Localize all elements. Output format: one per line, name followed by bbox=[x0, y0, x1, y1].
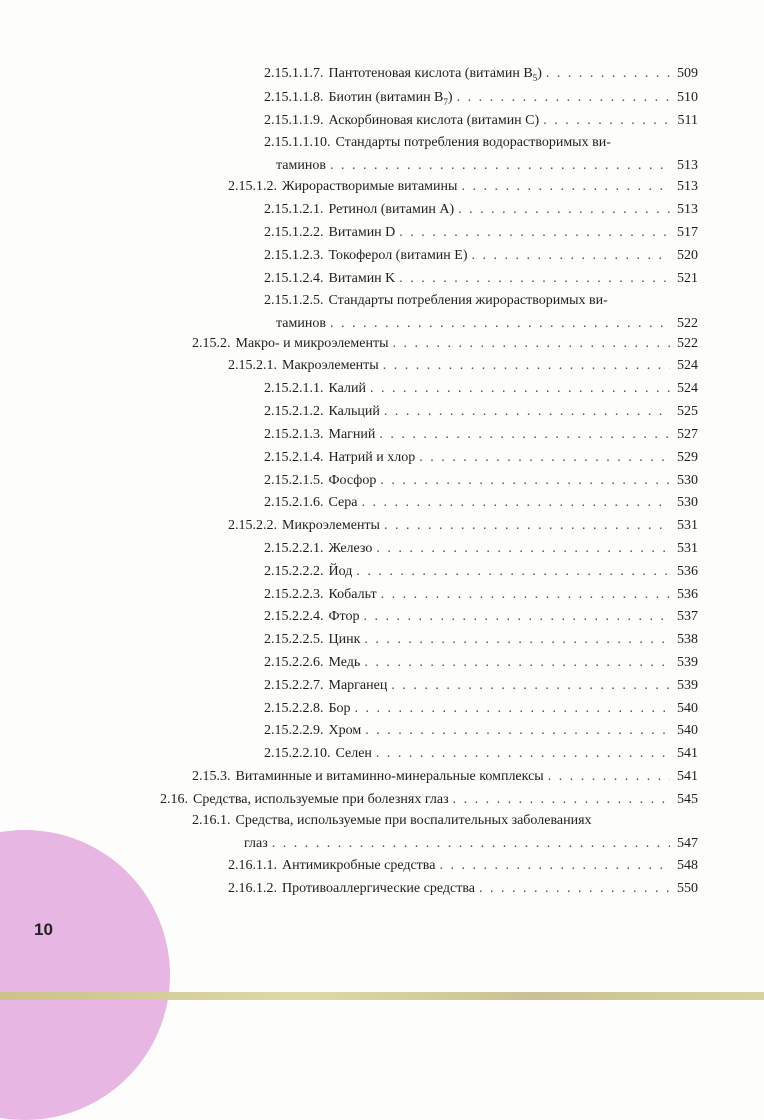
toc-entry-title: Витамин K bbox=[328, 271, 396, 286]
toc-entry-title: Магний bbox=[328, 427, 376, 442]
toc-entry[interactable] bbox=[264, 561, 698, 584]
toc-entry-number: 2.15.2.2. bbox=[228, 518, 277, 533]
toc-entry-title: Микроэлементы bbox=[282, 518, 380, 533]
toc-entry-number: 2.15.2.2.7. bbox=[264, 678, 324, 693]
toc-entry[interactable] bbox=[264, 63, 698, 89]
toc-entry-title: Макро- и микроэлементы bbox=[235, 336, 389, 351]
toc-entry-title: Витамин D bbox=[328, 225, 396, 240]
toc-entry-page: 524 bbox=[677, 381, 698, 396]
toc-dot-leader bbox=[453, 789, 670, 812]
toc-dot-leader bbox=[391, 675, 670, 698]
toc-entry[interactable] bbox=[228, 515, 698, 538]
toc-entry-number: 2.15.2.1.5. bbox=[264, 473, 324, 488]
toc-entry-title: Средства, используемые при болезнях глаз bbox=[193, 792, 449, 807]
toc-entry-number: 2.15.2.2.4. bbox=[264, 609, 324, 624]
toc-entry-title: Ретинол (витамин А) bbox=[328, 202, 455, 217]
toc-dot-leader bbox=[381, 584, 670, 607]
toc-entry-title: Противоаллергические средства bbox=[282, 881, 475, 896]
toc-entry-number: 2.15.2.2.6. bbox=[264, 655, 324, 670]
toc-entry[interactable] bbox=[192, 333, 698, 356]
toc-entry-number: 2.15.1.2.5. bbox=[264, 293, 324, 308]
toc-entry-number: 2.15.3. bbox=[192, 769, 231, 784]
toc-entry-number: 2.15.2.1.4. bbox=[264, 450, 324, 465]
toc-entry-title: Селен bbox=[335, 746, 372, 761]
toc-entry-page: 520 bbox=[677, 248, 698, 263]
toc-dot-leader bbox=[543, 110, 670, 133]
toc-entry[interactable] bbox=[192, 810, 698, 855]
toc-entry-number: 2.15.1.2.1. bbox=[264, 202, 324, 217]
toc-entry[interactable] bbox=[228, 855, 698, 878]
toc-entry-page: 536 bbox=[677, 564, 698, 579]
toc-entry-page: 540 bbox=[677, 701, 698, 716]
toc-entry-title: Цинк bbox=[328, 632, 361, 647]
toc-entry-number: 2.15.1.2.2. bbox=[264, 225, 324, 240]
toc-entry-number: 2.15.1.1.9. bbox=[264, 113, 324, 128]
toc-entry[interactable] bbox=[264, 629, 698, 652]
toc-entry-page: 539 bbox=[677, 655, 698, 670]
toc-entry[interactable] bbox=[264, 447, 698, 470]
toc-entry-number: 2.15.1.1.8. bbox=[264, 90, 324, 105]
toc-entry-title: Жирорастворимые витамины bbox=[282, 179, 458, 194]
toc-entry-page: 525 bbox=[677, 404, 698, 419]
toc-entry-page: 541 bbox=[677, 769, 698, 784]
toc-entry-title: Железо bbox=[328, 541, 373, 556]
toc-entry-number: 2.15.1.1.7. bbox=[264, 66, 324, 81]
toc-entry-title: Фтор bbox=[328, 609, 360, 624]
toc-entry-number: 2.15.2.1.3. bbox=[264, 427, 324, 442]
toc-entry-title-continued: таминов bbox=[276, 157, 326, 173]
toc-entry[interactable] bbox=[264, 743, 698, 766]
toc-entry[interactable] bbox=[264, 245, 698, 268]
toc-entry[interactable] bbox=[264, 110, 698, 133]
toc-dot-leader bbox=[458, 199, 670, 222]
toc-dot-leader bbox=[479, 878, 670, 901]
toc-dot-leader bbox=[383, 355, 670, 378]
toc-entry-number: 2.15.2.1.1. bbox=[264, 381, 324, 396]
toc-entry[interactable] bbox=[264, 584, 698, 607]
toc-entry-page: 531 bbox=[677, 518, 698, 533]
toc-entry[interactable] bbox=[192, 766, 698, 789]
toc-entry[interactable] bbox=[264, 222, 698, 245]
toc-entry-title: Пантотеновая кислота (витамин $B_5$) bbox=[328, 66, 542, 83]
toc-dot-leader bbox=[384, 401, 670, 424]
toc-entry-page: 511 bbox=[677, 113, 698, 128]
toc-dot-leader bbox=[461, 176, 670, 199]
toc-entry-title: Натрий и хлор bbox=[328, 450, 416, 465]
toc-dot-leader bbox=[272, 833, 670, 856]
toc-dot-leader bbox=[439, 855, 670, 878]
toc-dot-leader bbox=[419, 447, 670, 470]
toc-dot-leader bbox=[364, 606, 671, 629]
toc-entry-page: 513 bbox=[677, 202, 698, 217]
toc-dot-leader bbox=[548, 766, 670, 789]
page-number: 10 bbox=[34, 920, 53, 939]
toc-entry-page: 531 bbox=[677, 541, 698, 556]
toc-entry-title: Марганец bbox=[328, 678, 388, 693]
toc-entry-title: Антимикробные средства bbox=[282, 858, 436, 873]
toc-dot-leader bbox=[472, 245, 670, 268]
toc-dot-leader bbox=[355, 698, 670, 721]
toc-dot-leader bbox=[399, 222, 670, 245]
toc-entry-page: 527 bbox=[677, 427, 698, 442]
toc-entry-page: 538 bbox=[677, 632, 698, 647]
toc-entry[interactable] bbox=[264, 424, 698, 447]
toc-entry-page: 524 bbox=[677, 358, 698, 373]
toc-entry[interactable] bbox=[264, 132, 698, 177]
toc-entry-page: 522 bbox=[677, 315, 698, 331]
toc-dot-leader bbox=[380, 470, 670, 493]
toc-entry[interactable] bbox=[264, 720, 698, 743]
toc-entry-title: Кальций bbox=[328, 404, 380, 419]
toc-entry-page: 550 bbox=[677, 881, 698, 896]
toc-entry-number: 2.15.2.2.2. bbox=[264, 564, 324, 579]
toc-entry-page: 529 bbox=[677, 450, 698, 465]
toc-entry-page: 545 bbox=[677, 792, 698, 807]
toc-entry-page: 537 bbox=[677, 609, 698, 624]
toc-entry-page: 517 bbox=[677, 225, 698, 240]
toc-entry-title-continued: таминов bbox=[276, 315, 326, 331]
toc-entry-number: 2.15.2.2.10. bbox=[264, 746, 331, 761]
toc-entry[interactable] bbox=[264, 401, 698, 424]
toc-dot-leader bbox=[393, 333, 671, 356]
toc-dot-leader bbox=[361, 492, 670, 515]
toc-entry-number: 2.15.1.1.10. bbox=[264, 135, 331, 150]
toc-entry[interactable] bbox=[264, 492, 698, 515]
toc-entry-number: 2.15.2.2.1. bbox=[264, 541, 324, 556]
toc-entry-page: 509 bbox=[677, 66, 698, 81]
toc-dot-leader bbox=[457, 87, 670, 110]
toc-entry-page: 540 bbox=[677, 723, 698, 738]
toc-entry[interactable] bbox=[264, 290, 698, 335]
toc-entry-number: 2.15.2.1.2. bbox=[264, 404, 324, 419]
toc-entry-number: 2.15.2.2.3. bbox=[264, 587, 324, 602]
toc-entry-page: 513 bbox=[677, 157, 698, 173]
toc-entry[interactable] bbox=[228, 878, 698, 901]
toc-entry-page: 522 bbox=[677, 336, 698, 351]
toc-entry-page: 530 bbox=[677, 473, 698, 488]
toc-entry-title: Токоферол (витамин Е) bbox=[328, 248, 468, 263]
toc-dot-leader bbox=[356, 561, 670, 584]
toc-entry-number: 2.16.1.2. bbox=[228, 881, 277, 896]
toc-entry-number: 2.16. bbox=[160, 792, 188, 807]
toc-entry-title: Медь bbox=[328, 655, 361, 670]
toc-entry-title: Йод bbox=[328, 564, 353, 579]
toc-entry-title: Кобальт bbox=[328, 587, 377, 602]
toc-entry-number: 2.16.1.1. bbox=[228, 858, 277, 873]
toc-entry-number: 2.16.1. bbox=[192, 813, 231, 828]
toc-dot-leader bbox=[384, 515, 670, 538]
toc-entry[interactable] bbox=[264, 378, 698, 401]
toc-entry-number: 2.15.1.2.3. bbox=[264, 248, 324, 263]
toc-entry[interactable] bbox=[264, 606, 698, 629]
toc-entry-number: 2.15.2.1.6. bbox=[264, 495, 324, 510]
toc-entry-number: 2.15.2.2.9. bbox=[264, 723, 324, 738]
toc-entry-page: 513 bbox=[677, 179, 698, 194]
toc-entry[interactable] bbox=[160, 789, 698, 812]
toc-entry-title: Фосфор bbox=[328, 473, 377, 488]
toc-dot-leader bbox=[370, 378, 670, 401]
toc-entry-title: Биотин (витамин $B_7$) bbox=[328, 90, 453, 107]
toc-dot-leader bbox=[364, 629, 670, 652]
toc-entry-number: 2.15.2.1. bbox=[228, 358, 277, 373]
toc-entry-number: 2.15.1.2. bbox=[228, 179, 277, 194]
toc-entry[interactable] bbox=[264, 698, 698, 721]
toc-entry-page: 530 bbox=[677, 495, 698, 510]
toc-entry[interactable] bbox=[264, 652, 698, 675]
toc-entry-title: Сера bbox=[328, 495, 358, 510]
toc-entry-title: Калий bbox=[328, 381, 366, 396]
toc-entry[interactable] bbox=[264, 199, 698, 222]
toc-entry-number: 2.15.2. bbox=[192, 336, 231, 351]
toc-entry-title: Стандарты потребления жирорастворимых ви- bbox=[328, 293, 608, 308]
toc-entry-title: Витаминные и витаминно-минеральные комплексы bbox=[235, 769, 544, 784]
toc-entry[interactable] bbox=[264, 675, 698, 698]
toc-entry-title: Средства, используемые при воспалительных заболеваниях bbox=[235, 813, 592, 828]
toc-dot-leader bbox=[365, 720, 670, 743]
toc-entry-title-continued: глаз bbox=[244, 835, 268, 851]
toc-entry[interactable] bbox=[228, 355, 698, 378]
toc-entry-title: Аскорбиновая кислота (витамин C) bbox=[328, 113, 540, 128]
toc-dot-leader bbox=[399, 268, 670, 291]
toc-entry[interactable] bbox=[228, 176, 698, 199]
toc-entry-page: 541 bbox=[677, 746, 698, 761]
toc-entry-title: Стандарты потребления водорастворимых ви- bbox=[335, 135, 611, 150]
toc-entry-number: 2.15.2.2.8. bbox=[264, 701, 324, 716]
toc-entry[interactable] bbox=[264, 268, 698, 291]
toc-entry-title: Бор bbox=[328, 701, 351, 716]
toc-entry-page: 521 bbox=[677, 271, 698, 286]
toc-dot-leader bbox=[364, 652, 670, 675]
toc-dot-leader bbox=[330, 313, 670, 336]
toc-entry-page: 548 bbox=[677, 858, 698, 873]
toc-entry-number: 2.15.2.2.5. bbox=[264, 632, 324, 647]
toc-entry-page: 510 bbox=[677, 90, 698, 105]
toc-entry[interactable] bbox=[264, 470, 698, 493]
toc-dot-leader bbox=[376, 743, 670, 766]
toc-entry[interactable] bbox=[264, 538, 698, 561]
toc-dot-leader bbox=[546, 63, 670, 86]
toc-entry-title: Макроэлементы bbox=[282, 358, 379, 373]
toc-entry-title: Хром bbox=[328, 723, 362, 738]
toc-entry-number: 2.15.1.2.4. bbox=[264, 271, 324, 286]
toc-dot-leader bbox=[330, 155, 670, 178]
toc-entry-page: 536 bbox=[677, 587, 698, 602]
toc-entry-page: 547 bbox=[677, 835, 698, 851]
toc-dot-leader bbox=[376, 538, 670, 561]
toc-entry-page: 539 bbox=[677, 678, 698, 693]
toc-dot-leader bbox=[379, 424, 670, 447]
